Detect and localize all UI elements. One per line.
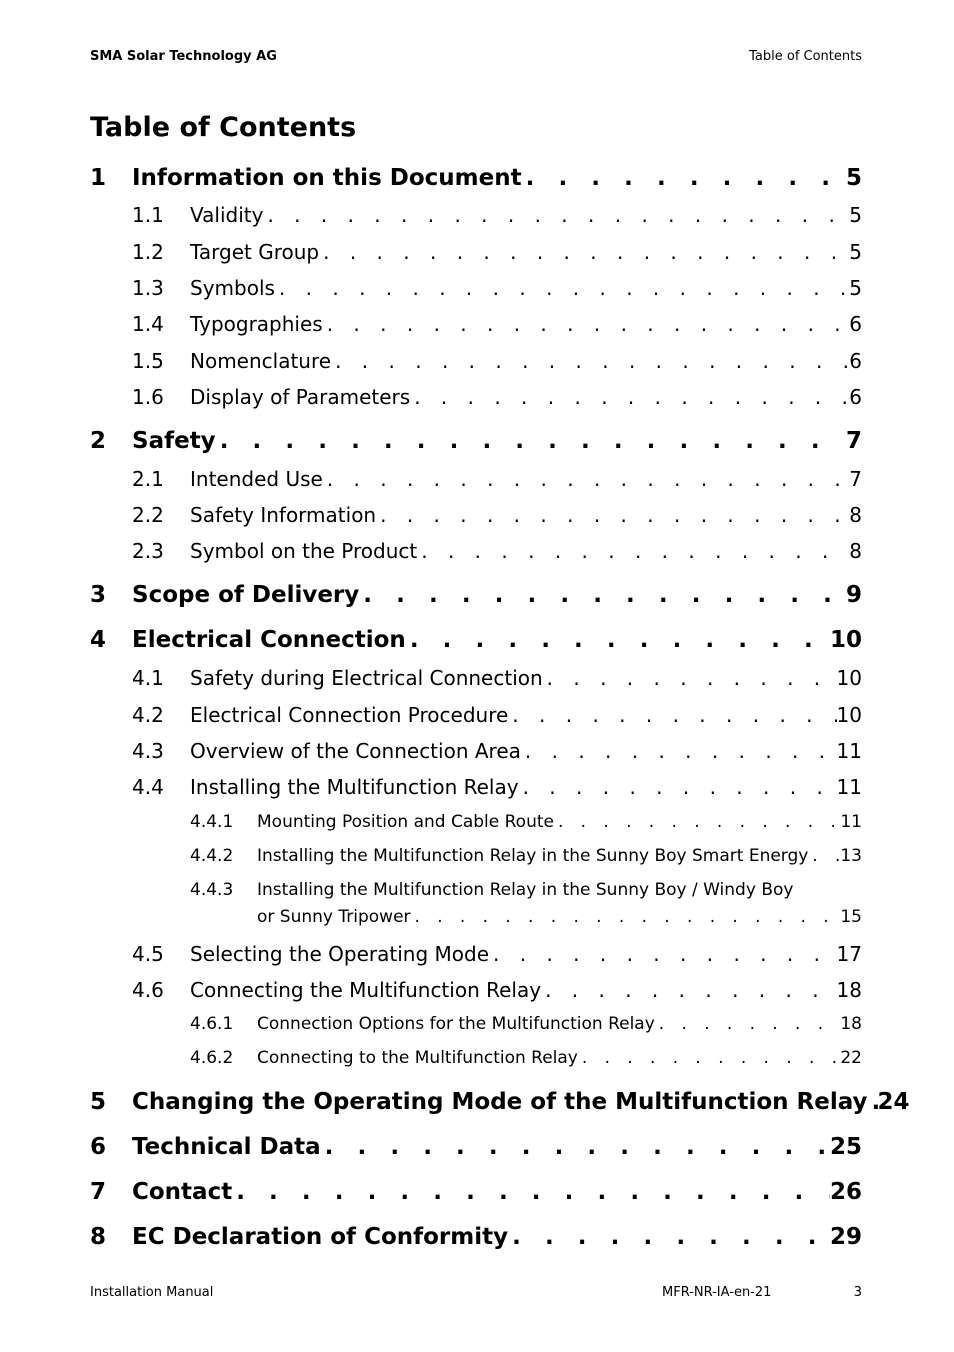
toc-entry-number: 4.4.3: [190, 880, 234, 900]
toc-entry-page: 29: [829, 1224, 862, 1250]
toc-entry-title: Symbol on the Product: [190, 539, 418, 563]
toc-leader-dots: [323, 312, 850, 336]
toc-entry[interactable]: [90, 703, 862, 727]
toc-leader-dots: [508, 1224, 830, 1250]
toc-entry-page: 13: [840, 846, 862, 866]
toc-entry-number: 1.5: [132, 349, 164, 373]
toc-entry[interactable]: [90, 1089, 910, 1115]
toc-entry-number: 4.6: [132, 978, 164, 1002]
toc-entry-title: Display of Parameters: [190, 385, 411, 409]
toc-entry-title: Changing the Operating Mode of the Multifunction Relay: [132, 1089, 868, 1115]
toc-leader-dots: [331, 349, 849, 373]
toc-entry-page: 11: [836, 775, 862, 799]
toc-entry-title: Connecting the Multifunction Relay: [190, 978, 542, 1002]
toc-leader-dots: [578, 1048, 840, 1068]
toc-leader-dots: [554, 812, 840, 832]
toc-entry-number: 8: [90, 1224, 107, 1250]
toc-entry[interactable]: [90, 812, 862, 832]
toc-leader-dots: [321, 1134, 830, 1160]
toc-entry[interactable]: [90, 240, 862, 264]
toc-entry-page: 24: [877, 1089, 910, 1115]
toc-entry-number: 2.1: [132, 467, 164, 491]
header-section: Table of Contents: [749, 49, 862, 64]
toc-entry-number: 2.3: [132, 539, 164, 563]
header-company: SMA Solar Technology AG: [90, 49, 277, 64]
toc-entry[interactable]: [90, 978, 862, 1002]
toc-entry-title: Validity: [190, 203, 264, 227]
toc-entry-title: Installing the Multifunction Relay: [190, 775, 519, 799]
toc-entry-number: 4.3: [132, 739, 164, 763]
footer-doc-code: MFR-NR-IA-en-21: [662, 1285, 772, 1300]
toc-entry-title: Intended Use: [190, 467, 323, 491]
toc-entry[interactable]: [90, 666, 862, 690]
toc-entry-page: 5: [849, 203, 862, 227]
toc-leader-dots: [522, 165, 846, 191]
toc-entry-title: Typographies: [190, 312, 323, 336]
toc-entry-number: 6: [90, 1134, 107, 1160]
toc-entry[interactable]: [90, 846, 862, 866]
toc-leader-dots: [519, 775, 837, 799]
toc-entry-title: EC Declaration of Conformity: [132, 1224, 509, 1250]
toc-entry[interactable]: [90, 1179, 862, 1205]
toc-entry-title: Technical Data: [132, 1134, 321, 1160]
toc-entry-number: 4.6.1: [190, 1014, 234, 1034]
toc-entry-page: 10: [829, 627, 862, 653]
toc-leader-dots: [410, 385, 849, 409]
toc-leader-dots: [319, 240, 849, 264]
toc-entry-number: 4.1: [132, 666, 164, 690]
toc-leader-dots: [489, 942, 837, 966]
toc-entry[interactable]: [90, 428, 862, 454]
toc-leader-dots: [541, 978, 836, 1002]
toc-entry-title: Safety Information: [190, 503, 377, 527]
toc-leader-dots: [655, 1014, 841, 1034]
toc-entry-title: Connecting to the Multifunction Relay: [257, 1048, 578, 1068]
toc-entry-number: 1.4: [132, 312, 164, 336]
footer-doc-type: Installation Manual: [90, 1285, 214, 1300]
toc-leader-dots: [275, 276, 849, 300]
toc-entry-title: Mounting Position and Cable Route: [257, 812, 554, 832]
toc-entry-number: 4.4.2: [190, 846, 234, 866]
toc-entry-number: 1.2: [132, 240, 164, 264]
toc-entry-number: 4.2: [132, 703, 164, 727]
toc-entry[interactable]: [90, 880, 862, 900]
toc-leader-dots: [376, 503, 849, 527]
toc-entry[interactable]: [90, 276, 862, 300]
toc-entry-page: 8: [849, 503, 862, 527]
toc-entry[interactable]: [90, 312, 862, 336]
toc-entry-title: Nomenclature: [190, 349, 332, 373]
toc-entry[interactable]: [90, 739, 862, 763]
toc-entry-page: 11: [836, 739, 862, 763]
toc-entry-title: Installing the Multifunction Relay in the Sunny Boy Smart Energy: [257, 846, 809, 866]
toc-entry[interactable]: [90, 539, 862, 563]
toc-leader-dots: [808, 846, 840, 866]
toc-entry[interactable]: [90, 775, 862, 799]
toc-leader-dots: [868, 1089, 878, 1115]
toc-leader-dots: [263, 203, 849, 227]
toc-entry-continuation[interactable]: [90, 907, 862, 927]
toc-entry-page: 7: [849, 467, 862, 491]
toc-entry-number: 4.4: [132, 775, 164, 799]
toc-entry-page: 22: [840, 1048, 862, 1068]
toc-leader-dots: [216, 428, 846, 454]
toc-entry[interactable]: [90, 349, 862, 373]
toc-entry-number: 1.1: [132, 203, 164, 227]
toc-entry-number: 4.4.1: [190, 812, 234, 832]
toc-entry-number: 4.6.2: [190, 1048, 234, 1068]
toc-leader-dots: [508, 703, 836, 727]
toc-entry-page: 5: [849, 276, 862, 300]
toc-entry-number: 1.3: [132, 276, 164, 300]
toc-entry[interactable]: [90, 503, 862, 527]
toc-entry[interactable]: [90, 942, 862, 966]
toc-entry-title: Connection Options for the Multifunction Relay: [257, 1014, 655, 1034]
toc-leader-dots: [406, 627, 830, 653]
toc-entry-page: 7: [845, 428, 862, 454]
toc-leader-dots: [417, 539, 849, 563]
toc-entry-page: 5: [845, 165, 862, 191]
toc-entry-page: 6: [849, 385, 862, 409]
toc-entry[interactable]: [90, 467, 862, 491]
toc-leader-dots: [323, 467, 849, 491]
toc-entry-page: 26: [829, 1179, 862, 1205]
toc-entry-page: 18: [840, 1014, 862, 1034]
toc-entry-page: 6: [849, 349, 862, 373]
toc-entry-number: 7: [90, 1179, 107, 1205]
toc-entry-title: Installing the Multifunction Relay in the Sunny Boy / Windy Boy: [257, 880, 794, 900]
toc-entry-page: 10: [836, 703, 862, 727]
toc-entry-title: Scope of Delivery: [132, 582, 360, 608]
toc-entry-title: Overview of the Connection Area: [190, 739, 521, 763]
toc-entry-page: 17: [836, 942, 862, 966]
toc-entry-title: Target Group: [190, 240, 320, 264]
toc-entry-page: 11: [840, 812, 862, 832]
toc-entry-page: 18: [836, 978, 862, 1002]
toc-entry-page: 6: [849, 312, 862, 336]
toc-entry-page: 9: [845, 582, 862, 608]
toc-entry-title: Symbols: [190, 276, 275, 300]
toc-entry-title: Safety during Electrical Connection: [190, 666, 543, 690]
toc-entry-number: 2: [90, 428, 107, 454]
toc-entry-page: 25: [829, 1134, 862, 1160]
toc-entry-page: 15: [840, 907, 862, 927]
toc-entry-number: 1: [90, 165, 107, 191]
toc-entry-title-continuation: or Sunny Tripower: [257, 907, 411, 927]
toc-entry-number: 3: [90, 582, 107, 608]
toc-leader-dots: [521, 739, 837, 763]
toc-entry-number: 5: [90, 1089, 107, 1115]
toc-entry[interactable]: [90, 1048, 862, 1068]
toc-entry-title: Safety: [132, 428, 216, 454]
toc-leader-dots: [232, 1179, 830, 1205]
toc-entry-title: Selecting the Operating Mode: [190, 942, 490, 966]
toc-entry[interactable]: [90, 385, 862, 409]
toc-leader-dots: [543, 666, 837, 690]
toc-entry[interactable]: [90, 1014, 862, 1034]
toc-entry[interactable]: [90, 165, 862, 191]
toc-entry-title: Contact: [132, 1179, 233, 1205]
toc-entry-title: Electrical Connection: [132, 627, 406, 653]
toc-entry[interactable]: [90, 1134, 862, 1160]
toc-leader-dots: [359, 582, 846, 608]
toc-entry-number: 2.2: [132, 503, 164, 527]
toc-entry-number: 4.5: [132, 942, 164, 966]
toc-entry[interactable]: [90, 627, 862, 653]
toc-entry-title: Information on this Document: [132, 165, 522, 191]
page-title: Table of Contents: [90, 112, 357, 143]
toc-entry-title: Electrical Connection Procedure: [190, 703, 509, 727]
toc-entry[interactable]: [90, 203, 862, 227]
toc-leader-dots: [411, 907, 841, 927]
toc-entry-page: 8: [849, 539, 862, 563]
toc-entry-number: 1.6: [132, 385, 164, 409]
toc-entry[interactable]: [90, 582, 862, 608]
toc-entry-number: 4: [90, 627, 107, 653]
toc-entry-page: 5: [849, 240, 862, 264]
toc-entry-page: 10: [836, 666, 862, 690]
footer-page-number: 3: [853, 1285, 862, 1300]
toc-entry[interactable]: [90, 1224, 862, 1250]
